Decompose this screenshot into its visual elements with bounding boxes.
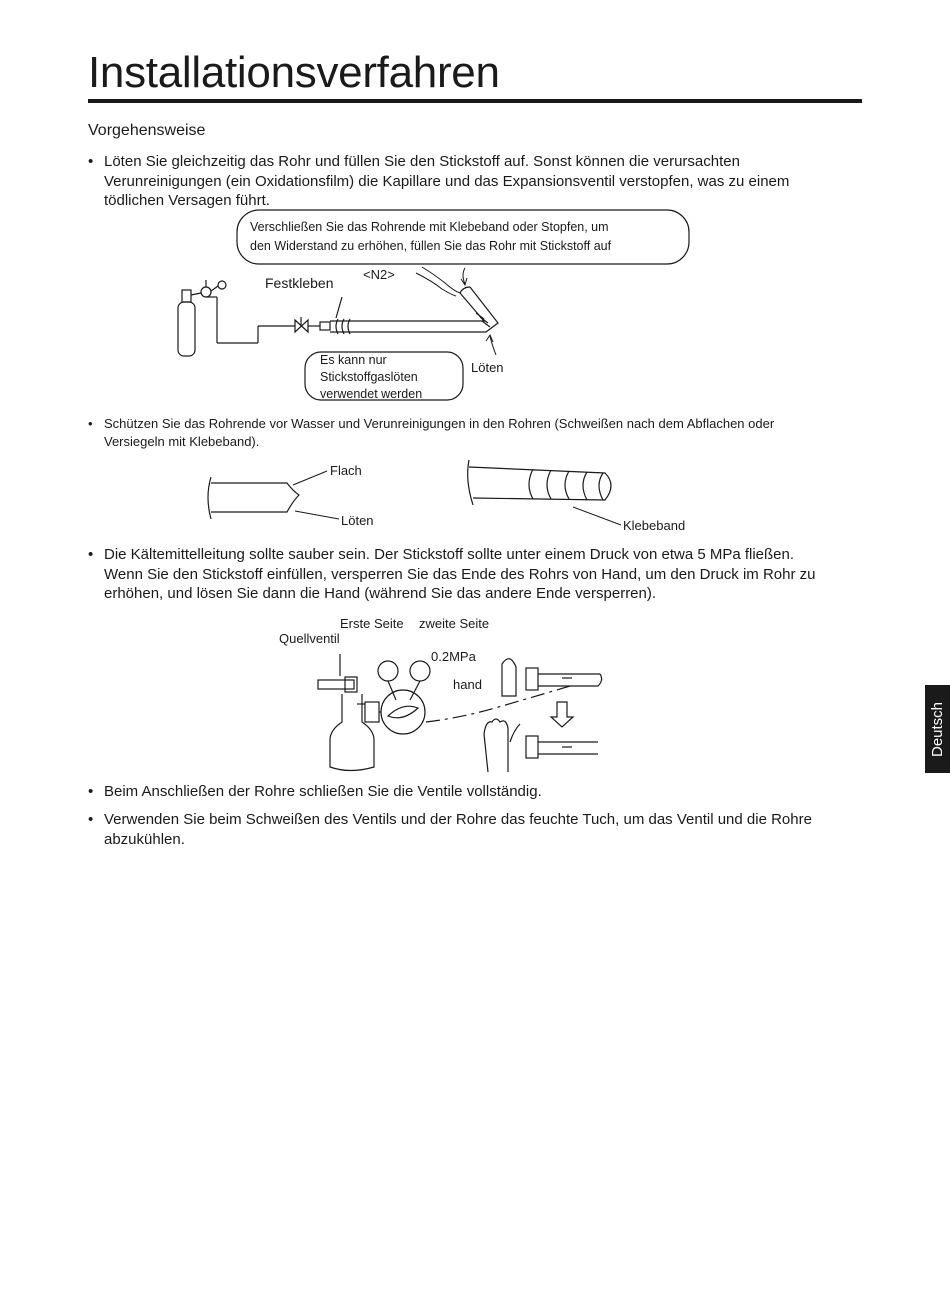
note-text-1: Es kann nur: [320, 353, 387, 367]
hand-label: hand: [453, 677, 482, 692]
callout-text-2: den Widerstand zu erhöhen, füllen Sie das Rohr mit Stickstoff auf: [250, 239, 612, 253]
arrow-icon: [490, 336, 496, 355]
bullet-item-5: [88, 810, 823, 849]
callout-box: [237, 210, 689, 264]
bullet-item-2: [88, 415, 823, 451]
note-text-3: verwendet werden: [320, 387, 423, 401]
bullet-text: Die Kältemittelleitung sollte sauber sein. Der Stickstoff sollte unter einem Druck von etwa 5 MPa fließen. Wenn Sie den Stickstoff einfüllen, versperren Sie das Ende des Rohrs von Hand, um den Druck im Rohr zu erhöhen, und lösen Sie dann die Hand (während Sie das andere Ende versperren).: [104, 546, 816, 602]
language-tab-label: Deutsch: [929, 701, 946, 757]
pressure-gauge-diagram: [270, 612, 610, 777]
bullet-item-1: [88, 152, 823, 211]
arrow-icon: [293, 471, 327, 485]
pressure-label: 0.2MPa: [431, 649, 476, 664]
bullet-text: Verwenden Sie beim Schweißen des Ventils und der Rohre das feuchte Tuch, um das Ventil und die Rohre abzukühlen.: [104, 811, 812, 848]
bullet-item-3: [88, 545, 823, 604]
pipe-icon: [330, 287, 498, 334]
taped-pipe-icon: [468, 460, 611, 505]
n2-pointer: [422, 267, 460, 293]
hand-releasing-pipe-icon: [484, 719, 598, 772]
callout-text-1: Verschließen Sie das Rohrende mit Klebeband oder Stopfen, um: [250, 220, 609, 234]
erste-seite-label: Erste Seite: [340, 616, 404, 631]
bullet-dot: •: [88, 153, 94, 170]
arrow-icon: [295, 511, 339, 519]
n2-label: <N2>: [363, 267, 395, 282]
nitrogen-brazing-diagram: [170, 205, 700, 405]
note-text-2: Stickstoffgaslöten: [320, 370, 418, 384]
flach-label: Flach: [330, 463, 362, 478]
bullet-dot: •: [88, 416, 93, 431]
section-heading: Vorgehensweise: [88, 122, 206, 139]
bullet-text: Löten Sie gleichzeitig das Rohr und füllen Sie den Stickstoff auf. Sonst können die verursachten Verunreinigungen (ein Oxidationsfilm) die Kapillare und das Expansionsventil verstopfen, was zu einem tödlichen Versagen führt.: [104, 153, 790, 209]
bullet-text: Beim Anschließen der Rohre schließen Sie die Ventile vollständig.: [104, 783, 542, 800]
loeten-label-2: Löten: [341, 513, 374, 528]
page-title: Installationsverfahren: [88, 48, 500, 97]
bullet-dot: •: [88, 783, 94, 800]
festkleben-label: Festkleben: [265, 275, 334, 291]
zweite-seite-label: zweite Seite: [419, 616, 490, 631]
gauge-manifold-icon: [365, 661, 430, 734]
language-tab: [925, 685, 950, 773]
hose-line: [426, 686, 570, 722]
bullet-item-4: [88, 782, 823, 802]
bullet-dot: •: [88, 811, 94, 828]
klebeband-label: Klebeband: [623, 518, 686, 533]
quellventil-label: Quellventil: [279, 631, 340, 646]
bullet-dot: •: [88, 546, 94, 563]
loeten-label: Löten: [471, 360, 504, 375]
hand-closing-pipe-icon: [502, 659, 602, 696]
pipe-end-protection-diagram: [195, 455, 705, 535]
nitrogen-cylinder-icon: [178, 280, 330, 356]
arrow-icon: [573, 507, 621, 525]
down-arrow-icon: [551, 702, 573, 727]
flattened-pipe-icon: [208, 477, 299, 519]
title-rule: [88, 99, 862, 103]
cylinder-icon: [318, 654, 374, 771]
bullet-text: Schützen Sie das Rohrende vor Wasser und Verunreinigungen in den Rohren (Schweißen nach dem Abflachen oder Versiegeln mit Klebeband).: [104, 416, 775, 449]
